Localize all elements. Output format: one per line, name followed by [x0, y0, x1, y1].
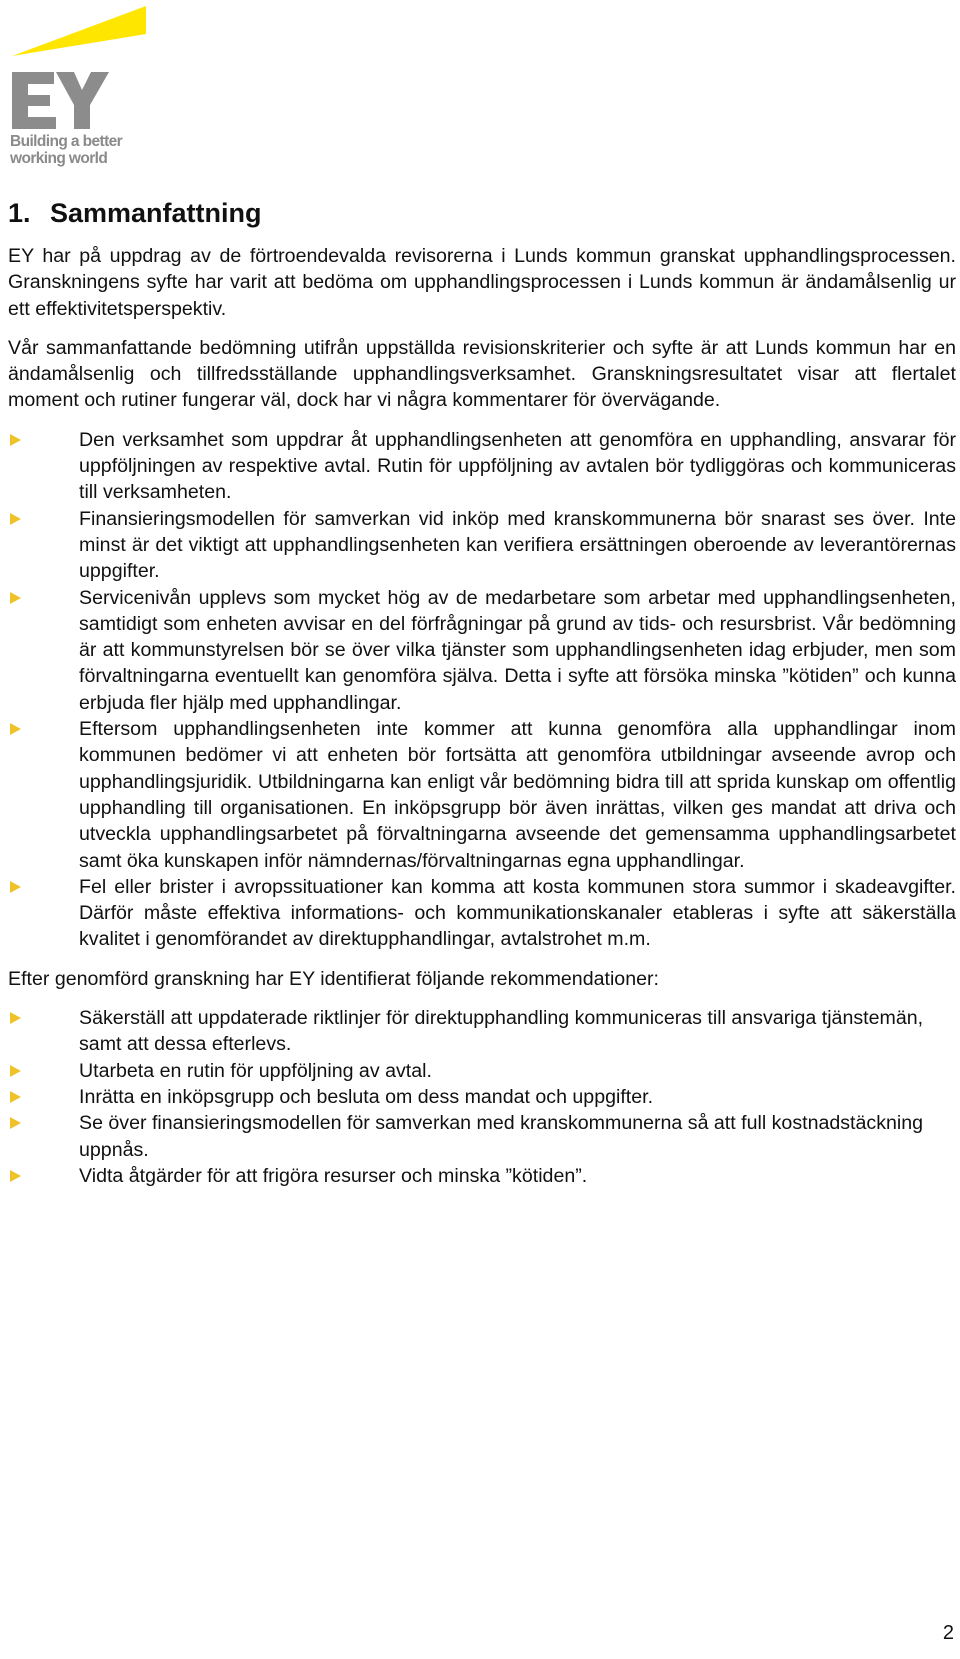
recommendation-text: Säkerställ att uppdaterade riktlinjer för direktupphandling kommuniceras till ansvariga tjänstemän, samt att dessa efterlevs.	[79, 1007, 924, 1056]
section-number: 1.	[8, 198, 31, 228]
ey-logo-mark	[8, 4, 158, 132]
finding-text: Den verksamhet som uppdrar åt upphandlingsenheten att genomföra en upphandling, ansvarar för uppföljningen av respektive avtal. Rutin för uppföljning av avtalen bör tydliggöras och kommuniceras till verksamheten.	[79, 428, 956, 504]
bullet-arrow-icon	[10, 1065, 21, 1077]
finding-text: Finansieringsmodellen för samverkan vid inköp med kranskommunerna bör snarast ses över. Inte minst är det viktigt att upphandlingsenheten kan verifiera ersättningen oberoende av leverantörernas uppgifter.	[79, 507, 956, 583]
recommendation-text: Inrätta en inköpsgrupp och besluta om dess mandat och uppgifter.	[79, 1085, 654, 1108]
bullet-arrow-icon	[10, 1170, 21, 1182]
finding-item	[8, 716, 956, 874]
section-title: Sammanfattning	[50, 198, 262, 228]
bullet-arrow-icon	[10, 1091, 21, 1103]
recommendation-item	[8, 1084, 956, 1110]
recommendation-item	[8, 1110, 956, 1163]
bullet-arrow-icon	[10, 513, 21, 525]
bullet-arrow-icon	[10, 592, 21, 604]
bullet-arrow-icon	[10, 434, 21, 446]
bullet-arrow-icon	[10, 881, 21, 893]
recommendation-item	[8, 1163, 956, 1189]
recommendation-item	[8, 1058, 956, 1084]
recommendations-intro: Efter genomförd granskning har EY identifierat följande rekommendationer:	[8, 967, 659, 990]
findings-list	[8, 427, 956, 953]
document-body	[8, 243, 956, 1202]
recommendation-text: Vidta åtgärder för att frigöra resurser och minska ”kötiden”.	[79, 1164, 588, 1187]
section-heading	[8, 196, 262, 230]
recommendation-text: Utarbeta en rutin för uppföljning av avtal.	[79, 1059, 432, 1082]
page-number: 2	[942, 1622, 954, 1644]
finding-text: Eftersom upphandlingsenheten inte kommer att kunna genomföra alla upphandlingar inom kommunen bedömer vi att enheten bör fortsätta att genomföra utbildningar avseende avrop och upphandlingsjuridik. Utbildningarna kan enligt vår bedömning bidra till att sprida kunskap om offentlig upphandling till organisationen. En inköpsgrupp bör även inrättas, vilken ges mandat att driva och utveckla upphandlingsarbetet på förvaltningarna avseende det gemensamma upphandlingsarbetet samt öka kunskapen inför nämndernas/förvaltningarnas egna upphandlingar.	[79, 718, 956, 872]
finding-text: Fel eller brister i avropssituationer kan komma att kosta kommunen stora summor i skadeavgifter. Därför måste effektiva informations- och kommunikationskanaler etableras i syfte att säkerställa kvalitet i genomförandet av direktupphandlingar, avtalstrohet m.m.	[79, 875, 956, 951]
bullet-arrow-icon	[10, 723, 21, 735]
recommendations-list	[8, 1005, 956, 1189]
ey-letter-y-shape	[56, 72, 109, 129]
finding-item	[8, 585, 956, 716]
recommendation-text: Se över finansieringsmodellen för samverkan med kranskommunerna så att full kostnadstäckning uppnås.	[79, 1112, 924, 1161]
recommendation-item	[8, 1005, 956, 1058]
bullet-arrow-icon	[10, 1012, 21, 1024]
ey-letter-e-shape	[12, 72, 56, 129]
intro-paragraph-2: Vår sammanfattande bedömning utifrån uppställda revisionskriterier och syfte är att Lunds kommun har en ändamålsenlig och tillfredsställande upphandlingsverksamhet. Granskningsresultatet visar att flertalet moment och rutiner fungerar väl, dock har vi några kommentarer för övervägande.	[8, 336, 956, 412]
finding-item	[8, 427, 956, 506]
finding-text: Servicenivån upplevs som mycket hög av de medarbetare som arbetar med upphandlingsenheten, samtidigt som enheten avvisar en del förfrågningar på grund av tids- och resursbrist. Vår bedömning är att kommunstyrelsen bör se över vilka tjänster som upphandlingsenheten idag erbjuder, men som förvaltningarna eventuellt kan genomföra själva. Detta i syfte att försöka minska ”kötiden” och kunna erbjuda fler hjälp med upphandlingar.	[79, 586, 956, 714]
bullet-arrow-icon	[10, 1117, 21, 1129]
finding-item	[8, 874, 956, 953]
ey-tagline	[10, 133, 122, 167]
tagline-line-1: Building a better	[10, 133, 123, 150]
tagline-line-2: working world	[10, 150, 108, 167]
finding-item	[8, 506, 956, 585]
ey-beam-shape	[12, 6, 146, 56]
ey-wordmark-text: EY	[12, 129, 14, 130]
intro-paragraph-1: EY har på uppdrag av de förtroendevalda revisorerna i Lunds kommun granskat upphandlingsprocessen. Granskningens syfte har varit att bedöma om upphandlingsprocessen i Lunds kommun är ändamålsenlig ur ett effektivitetsperspektiv.	[8, 245, 956, 320]
